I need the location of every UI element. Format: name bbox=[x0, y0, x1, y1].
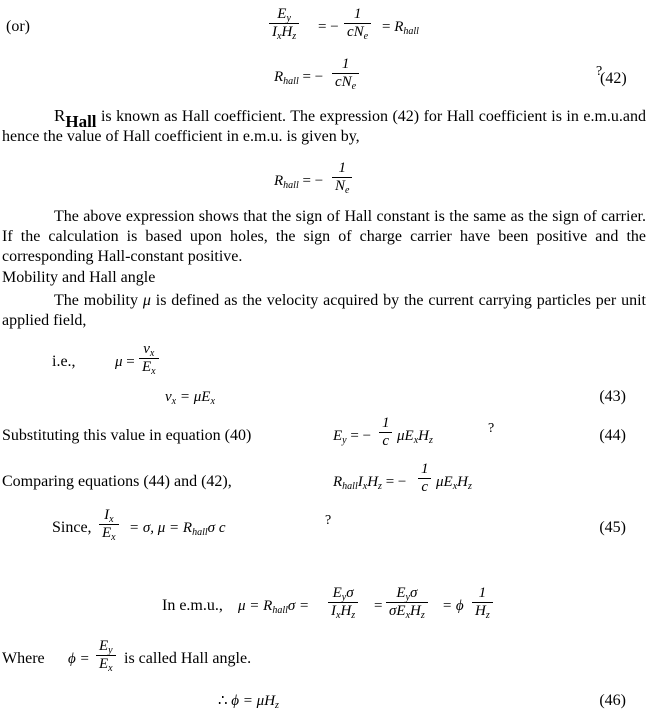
where-text: is called Hall angle. bbox=[124, 650, 252, 667]
eq43-number: (43) bbox=[599, 388, 626, 405]
eq44-one: 1 bbox=[382, 415, 390, 431]
eq44-c: c bbox=[379, 432, 392, 450]
eq44-text: Substituting this value in equation (40) bbox=[2, 427, 252, 444]
para1-r-sub: Hall bbox=[65, 112, 97, 131]
para3-mu: μ bbox=[142, 292, 151, 309]
eq1-cn-sub: e bbox=[363, 31, 369, 42]
eq45-since: Since, bbox=[52, 519, 92, 536]
eq45-mark: ? bbox=[325, 513, 332, 528]
para1-r: R bbox=[54, 106, 66, 125]
or-label: (or) bbox=[6, 18, 30, 35]
paragraph-mobility bbox=[2, 291, 646, 331]
compare-i: I bbox=[357, 474, 363, 490]
eq44-equals-minus: = − bbox=[350, 428, 372, 444]
eq2-number: (42) bbox=[600, 70, 627, 87]
eq45-den: E bbox=[102, 525, 112, 541]
emu-eq1: = bbox=[374, 598, 383, 614]
eq44-mu-e: μE bbox=[397, 428, 414, 444]
emu-f2-num-sigma: σ bbox=[409, 585, 418, 601]
ie-num-sub: x bbox=[149, 348, 155, 359]
ie-label: i.e., bbox=[52, 353, 76, 370]
eq45-eq-sigma: = σ, bbox=[129, 520, 155, 536]
emu-f1-den-i-sub: x bbox=[336, 610, 341, 621]
where-phi: ϕ = bbox=[68, 651, 90, 667]
eq46-sub: z bbox=[275, 700, 279, 711]
ie-num: v bbox=[143, 341, 150, 357]
compare-r-sub: hall bbox=[342, 481, 358, 492]
eq1-rhs bbox=[382, 18, 419, 36]
emu-f2-den-h: H bbox=[410, 603, 421, 619]
eq44-mark: ? bbox=[488, 421, 495, 436]
eq45-rhs bbox=[129, 519, 225, 537]
eq2-fraction bbox=[332, 56, 359, 91]
eq46-text: ϕ = μH bbox=[231, 693, 276, 709]
eq3-fraction bbox=[332, 160, 352, 195]
emu-fraction-1 bbox=[328, 585, 358, 620]
emu-label: In e.m.u., bbox=[162, 597, 223, 614]
compare-fraction bbox=[418, 461, 432, 496]
eq44-h-sub: z bbox=[429, 435, 433, 446]
eq46-expression bbox=[218, 692, 279, 710]
ie-den-sub: x bbox=[151, 366, 156, 377]
eq45-num-sub: x bbox=[109, 514, 114, 525]
eq44-mu-e-sub: x bbox=[413, 435, 419, 446]
eq1-den-i-sub: x bbox=[277, 31, 282, 42]
para2-text: The above expression shows that the sign of Hall constant is the same as the sign of carrier. If the calculation is based upon holes, the sign of charge carrier have been positive and the corresponding Hall-constant positive. bbox=[2, 208, 646, 265]
para1-text: is known as Hall coefficient. The expression (42) for Hall coefficient is in e.m.u.and hence the value of Hall coefficient in e.m.u. is given by, bbox=[2, 108, 646, 145]
ie-mu-symbol: μ bbox=[115, 354, 123, 370]
compare-h2: H bbox=[457, 474, 468, 490]
eq3-one: 1 bbox=[338, 160, 346, 176]
eq1-r-sub: hall bbox=[403, 26, 419, 37]
emu-f3-den: H bbox=[475, 603, 486, 619]
para3-after: is defined as the velocity acquired by the current carrying particles per unit applied field, bbox=[2, 292, 646, 329]
compare-c: c bbox=[418, 478, 431, 496]
eq43-v: v bbox=[165, 389, 172, 405]
section-heading: Mobility and Hall angle bbox=[2, 269, 156, 286]
compare-h: H bbox=[367, 474, 379, 490]
ie-fraction bbox=[139, 341, 159, 376]
where-den: E bbox=[99, 656, 109, 672]
eq3-lhs bbox=[274, 172, 323, 190]
eq1-fraction bbox=[269, 6, 299, 41]
where-label: Where bbox=[2, 650, 45, 667]
eq1-den-h-sub: z bbox=[292, 31, 297, 42]
paragraph-hall-coefficient bbox=[2, 106, 646, 147]
eq1-num: E bbox=[277, 6, 287, 22]
eq45-num: I bbox=[104, 507, 110, 523]
compare-rhs bbox=[436, 473, 472, 491]
compare-r: R bbox=[333, 474, 343, 490]
eq3-n-sub: e bbox=[345, 185, 350, 196]
compare-h2-sub: z bbox=[468, 481, 472, 492]
emu-sigma-eq: σ = bbox=[287, 598, 310, 614]
eq2-mark: ? bbox=[596, 64, 603, 79]
eq2-r: R bbox=[274, 69, 284, 85]
emu-f3-num: 1 bbox=[478, 585, 487, 601]
eq3-equals-minus: = − bbox=[302, 173, 324, 189]
emu-mu-sub: hall bbox=[272, 605, 288, 616]
eq45-mu-eq: μ = R bbox=[157, 520, 193, 536]
eq43-v-sub: x bbox=[171, 396, 177, 407]
compare-h-sub: z bbox=[378, 481, 382, 492]
emu-f2-den-sub: x bbox=[405, 610, 411, 621]
eq44-h: H bbox=[418, 428, 429, 444]
emu-f3-den-sub: z bbox=[485, 610, 490, 621]
eq2-cn-sub: e bbox=[351, 81, 357, 92]
eq1-equals: = bbox=[382, 19, 391, 35]
ie-mu bbox=[115, 353, 135, 371]
eq44-rhs bbox=[397, 427, 433, 445]
emu-f2-num: E bbox=[396, 585, 406, 601]
emu-f1-den-h: H bbox=[340, 603, 352, 619]
compare-i-sub: x bbox=[362, 481, 368, 492]
emu-f1-num-sub: y bbox=[341, 592, 347, 603]
eq43-rest: = μE bbox=[176, 389, 211, 405]
emu-fraction-3 bbox=[472, 585, 493, 620]
emu-lhs bbox=[238, 597, 309, 615]
eq43-rest-sub: x bbox=[210, 396, 215, 407]
ie-equals: = bbox=[126, 354, 135, 370]
emu-f2-den: σE bbox=[389, 603, 406, 619]
eq1-r: R bbox=[394, 19, 404, 35]
eq3-r-sub: hall bbox=[283, 180, 299, 191]
emu-f1-den-h-sub: z bbox=[351, 610, 356, 621]
emu-fraction-2 bbox=[386, 585, 428, 620]
where-num: E bbox=[99, 638, 109, 654]
eq2-r-sub: hall bbox=[283, 76, 299, 87]
eq3-r: R bbox=[274, 173, 284, 189]
compare-equals-minus: = − bbox=[385, 474, 407, 490]
eq2-cn: cN bbox=[335, 74, 352, 90]
eq1-den-h: H bbox=[281, 24, 293, 40]
paragraph-hall-sign bbox=[2, 207, 646, 267]
compare-mu-e-sub: x bbox=[452, 481, 458, 492]
eq43-expression bbox=[165, 388, 215, 406]
eq45-fraction bbox=[99, 507, 119, 542]
eq45-mu-sub: hall bbox=[192, 527, 208, 538]
emu-f1-den-i: I bbox=[331, 603, 336, 619]
eq44-fraction bbox=[379, 415, 393, 450]
eq45-den-sub: x bbox=[111, 532, 116, 543]
eq1-num-sub: y bbox=[286, 13, 291, 24]
emu-f2-den-h-sub: z bbox=[420, 610, 425, 621]
eq44-lhs bbox=[333, 427, 371, 445]
eq44-e-sub: y bbox=[342, 435, 347, 446]
emu-f2-num-sub: y bbox=[405, 592, 410, 603]
eq46-therefore: ∴ bbox=[218, 693, 228, 709]
where-num-sub: y bbox=[108, 645, 113, 656]
emu-f1-num-sigma: σ bbox=[346, 585, 354, 601]
ie-den: E bbox=[142, 359, 152, 375]
eq2-equals-minus: = − bbox=[302, 69, 324, 85]
where-fraction bbox=[96, 638, 116, 673]
emu-f1-num: E bbox=[332, 585, 342, 601]
eq1-den-i: I bbox=[272, 24, 277, 40]
eq1-equals-minus: = − bbox=[318, 19, 339, 35]
eq45-number: (45) bbox=[599, 519, 626, 536]
emu-mu-eq: μ = R bbox=[238, 598, 273, 614]
eq2-one: 1 bbox=[341, 56, 350, 72]
para3-before: The mobility bbox=[54, 292, 143, 309]
eq1-cn: cN bbox=[347, 24, 364, 40]
eq3-n: N bbox=[335, 178, 346, 194]
compare-text: Comparing equations (44) and (42), bbox=[2, 473, 232, 490]
compare-lhs bbox=[333, 473, 406, 491]
eq1-one: 1 bbox=[353, 6, 362, 22]
eq44-e: E bbox=[333, 428, 343, 444]
eq44-number: (44) bbox=[599, 427, 626, 444]
eq45-sigma-c: σ c bbox=[207, 520, 226, 536]
eq1-fraction-2 bbox=[344, 6, 371, 41]
emu-eq2: = ϕ bbox=[442, 598, 464, 614]
eq2-lhs bbox=[274, 68, 323, 86]
compare-one: 1 bbox=[421, 461, 429, 477]
eq46-number: (46) bbox=[599, 692, 626, 709]
where-den-sub: x bbox=[108, 663, 113, 674]
compare-mu-e: μE bbox=[436, 474, 453, 490]
